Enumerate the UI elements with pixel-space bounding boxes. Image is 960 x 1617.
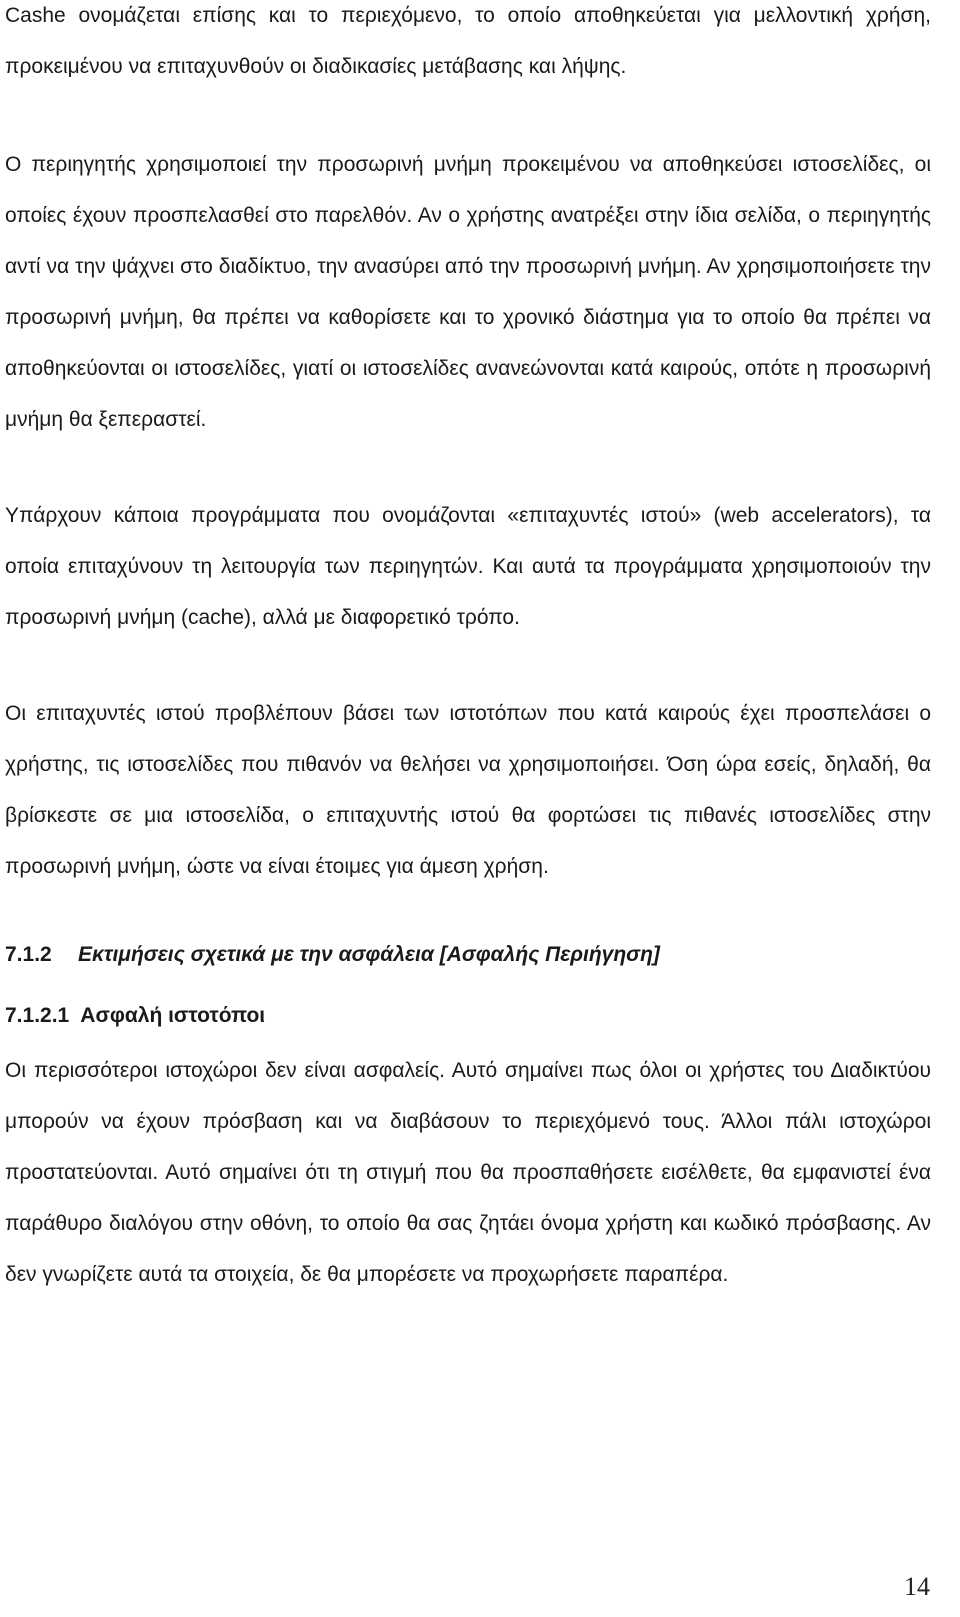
paragraph-cache-definition: Cashe ονομάζεται επίσης και το περιεχόμενο, το οποίο αποθηκεύεται για μελλοντική χρήση, προκειμένου να επιταχυνθούν οι διαδικασίες μετάβασης και λήψης.: [5, 4, 931, 78]
page-number: 14: [904, 1572, 930, 1601]
subsection-heading: [5, 1001, 931, 1031]
paragraph-web-accelerators: Υπάρχουν κάποια προγράμματα που ονομάζονται «επιταχυντές ιστού» (web accelerators), τα οποία επιταχύνουν τη λειτουργία των περιηγητών. Και αυτά τα προγράμματα χρησιμοποιούν την προσωρινή μνήμη (cache), αλλά με διαφορετικό τρόπο.: [5, 504, 931, 629]
paragraph-secure-sites: Οι περισσότεροι ιστοχώροι δεν είναι ασφαλείς. Αυτό σημαίνει πως όλοι οι χρήστες του Διαδικτύου μπορούν να έχουν πρόσβαση και να διαβάσουν το περιεχόμενό τους. Άλλοι πάλι ιστοχώροι προστατεύονται. Αυτό σημαίνει ότι τη στιγμή που θα προσπαθήσετε εισέλθετε, θα εμφανιστεί ένα παράθυρο διαλόγου στην οθόνη, το οποίο θα σας ζητάει όνομα χρήστη και κωδικό πρόσβασης. Αν δεν γνωρίζετε αυτά τα στοιχεία, δε θα μπορέσετε να προχωρήσετε παραπέρα.: [5, 1059, 931, 1286]
section-number: 7.1.2: [5, 943, 52, 966]
page-content: [5, 0, 931, 1300]
subsection-title: Ασφαλή ιστοτόποι: [80, 1004, 266, 1027]
paragraph-browser-cache: Ο περιηγητής χρησιμοποιεί την προσωρινή μνήμη προκειμένου να αποθηκεύσει ιστοσελίδες, οι οποίες έχουν προσπελασθεί στο παρελθόν. Αν ο χρήστης ανατρέξει στην ίδια σελίδα, ο περιηγητής αντί να την ψάχνει στο διαδίκτυο, την ανασύρει από την προσωρινή μνήμη. Αν χρησιμοποιήσετε την προσωρινή μνήμη, θα πρέπει να καθορίσετε και το χρονικό διάστημα για το οποίο θα πρέπει να αποθηκεύονται οι ιστοσελίδες, γιατί οι ιστοσελίδες ανανεώνονται κατά καιρούς, οπότε η προσωρινή μνήμη θα ξεπεραστεί.: [5, 153, 931, 431]
subsection-number: 7.1.2.1: [5, 1004, 70, 1027]
paragraph-accelerator-prediction: Οι επιταχυντές ιστού προβλέπουν βάσει των ιστοτόπων που κατά καιρούς έχει προσπελάσει ο χρήστης, τις ιστοσελίδες που πιθανόν να θελήσει να χρησιμοποιήσει. Όση ώρα εσείς, δηλαδή, θα βρίσκεστε σε μια ιστοσελίδα, ο επιταχυντής ιστού θα φορτώσει τις πιθανές ιστοσελίδες στην προσωρινή μνήμη, ώστε να είναι έτοιμες για άμεση χρήση.: [5, 702, 931, 878]
section-heading: [5, 940, 931, 970]
section-title: Εκτιμήσεις σχετικά με την ασφάλεια [Ασφαλής Περιήγηση]: [78, 943, 660, 966]
